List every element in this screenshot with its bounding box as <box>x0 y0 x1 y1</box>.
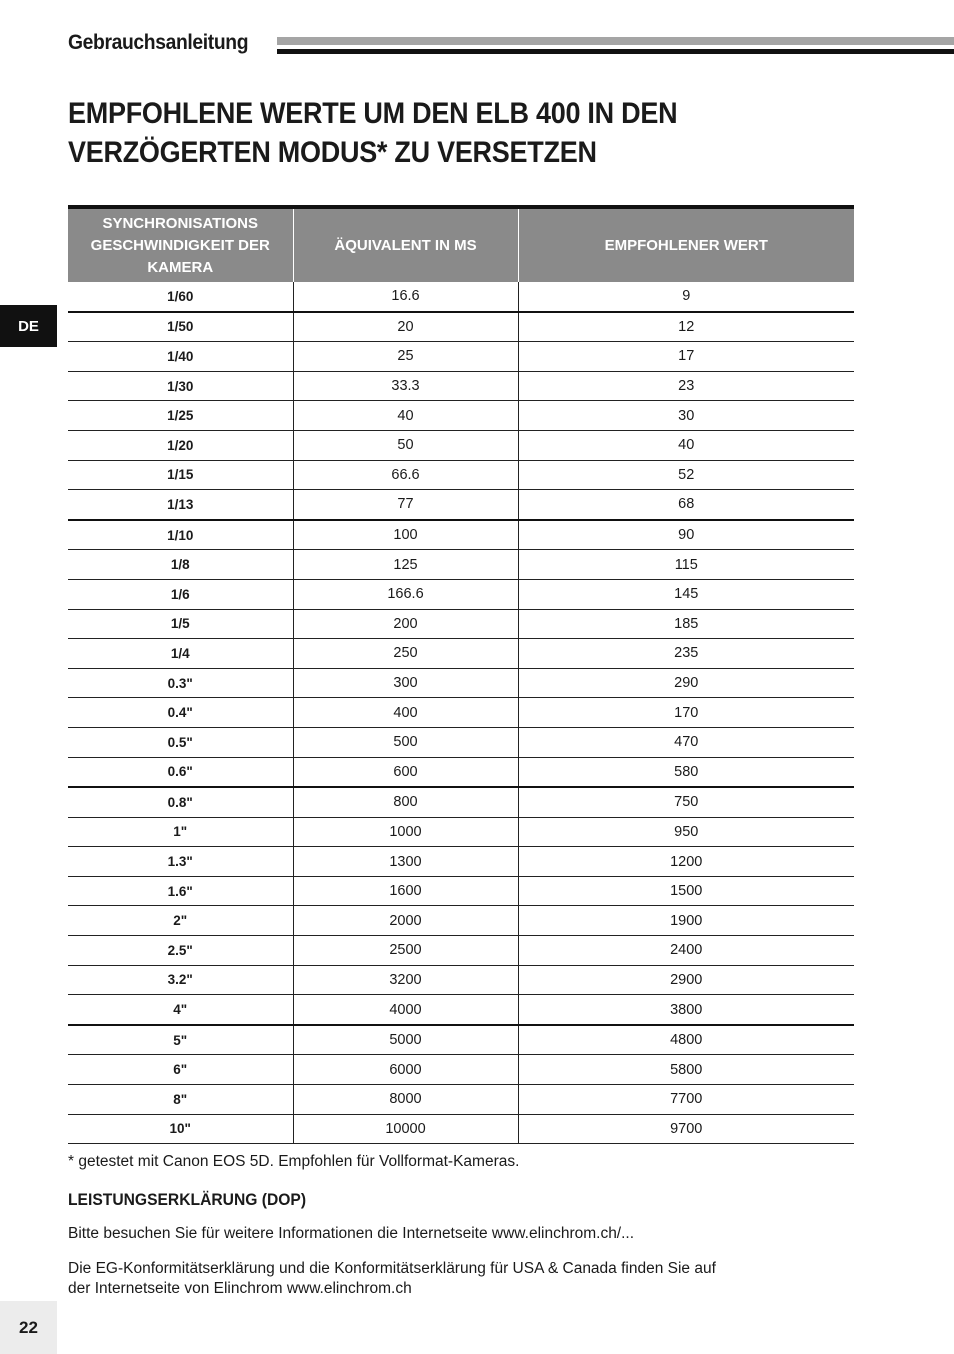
dop-paragraph-2-line-2: der Internetseite von Elinchrom www.elinchrom.ch <box>68 1280 412 1297</box>
cell-sync-speed: 1.6" <box>68 876 293 906</box>
cell-sync-speed: 1/60 <box>68 282 293 312</box>
cell-equivalent-ms: 40 <box>293 401 518 431</box>
cell-sync-speed: 1.3" <box>68 847 293 877</box>
cell-equivalent-ms: 5000 <box>293 1025 518 1055</box>
cell-sync-speed: 2.5" <box>68 936 293 966</box>
cell-recommended-value: 235 <box>518 639 854 669</box>
cell-recommended-value: 470 <box>518 727 854 757</box>
cell-sync-speed: 1/13 <box>68 490 293 520</box>
table-row <box>68 1055 854 1085</box>
table-row <box>68 876 854 906</box>
dop-heading: LEISTUNGSERKLÄRUNG (DOP) <box>68 1190 307 1209</box>
cell-equivalent-ms: 66.6 <box>293 460 518 490</box>
table-row <box>68 995 854 1025</box>
cell-sync-speed: 1/10 <box>68 520 293 550</box>
table-row <box>68 639 854 669</box>
cell-equivalent-ms: 6000 <box>293 1055 518 1085</box>
cell-recommended-value: 5800 <box>518 1055 854 1085</box>
cell-recommended-value: 52 <box>518 460 854 490</box>
cell-sync-speed: 0.5" <box>68 727 293 757</box>
table-row <box>68 490 854 520</box>
dop-paragraph-2 <box>68 1259 788 1299</box>
cell-sync-speed: 1/8 <box>68 550 293 580</box>
dop-paragraph-1: Bitte besuchen Sie für weitere Informationen die Internetseite www.elinchrom.ch/... <box>68 1225 635 1242</box>
cell-recommended-value: 950 <box>518 817 854 847</box>
cell-equivalent-ms: 4000 <box>293 995 518 1025</box>
cell-equivalent-ms: 20 <box>293 312 518 342</box>
cell-recommended-value: 90 <box>518 520 854 550</box>
cell-sync-speed: 1/40 <box>68 342 293 372</box>
cell-equivalent-ms: 3200 <box>293 965 518 995</box>
table-row <box>68 727 854 757</box>
cell-recommended-value: 750 <box>518 787 854 817</box>
table-row <box>68 520 854 550</box>
cell-sync-speed: 1" <box>68 817 293 847</box>
cell-equivalent-ms: 200 <box>293 609 518 639</box>
cell-equivalent-ms: 16.6 <box>293 282 518 312</box>
cell-recommended-value: 145 <box>518 579 854 609</box>
cell-recommended-value: 290 <box>518 668 854 698</box>
cell-recommended-value: 17 <box>518 342 854 372</box>
cell-recommended-value: 40 <box>518 430 854 460</box>
recommended-values-table <box>68 205 854 1144</box>
cell-sync-speed: 1/15 <box>68 460 293 490</box>
cell-sync-speed: 10" <box>68 1114 293 1144</box>
cell-recommended-value: 30 <box>518 401 854 431</box>
cell-recommended-value: 9 <box>518 282 854 312</box>
page-title <box>68 94 888 172</box>
table-row <box>68 668 854 698</box>
table-row <box>68 609 854 639</box>
cell-sync-speed: 0.3" <box>68 668 293 698</box>
table-row <box>68 698 854 728</box>
footnote: * getestet mit Canon EOS 5D. Empfohlen für Vollformat-Kameras. <box>68 1153 520 1170</box>
cell-equivalent-ms: 300 <box>293 668 518 698</box>
table-row <box>68 757 854 787</box>
page-title-line-2: VERZÖGERTEN MODUS* ZU VERSETZEN <box>68 136 597 169</box>
cell-equivalent-ms: 600 <box>293 757 518 787</box>
table-row <box>68 430 854 460</box>
cell-equivalent-ms: 25 <box>293 342 518 372</box>
cell-recommended-value: 7700 <box>518 1085 854 1115</box>
cell-recommended-value: 2400 <box>518 936 854 966</box>
cell-equivalent-ms: 166.6 <box>293 579 518 609</box>
cell-equivalent-ms: 33.3 <box>293 371 518 401</box>
cell-equivalent-ms: 1300 <box>293 847 518 877</box>
language-tab: DE <box>0 305 57 347</box>
cell-recommended-value: 4800 <box>518 1025 854 1055</box>
header-rule-black <box>277 49 954 54</box>
cell-equivalent-ms: 100 <box>293 520 518 550</box>
header-rule-gray <box>277 37 954 45</box>
cell-recommended-value: 1500 <box>518 876 854 906</box>
table-row <box>68 817 854 847</box>
cell-equivalent-ms: 250 <box>293 639 518 669</box>
cell-sync-speed: 0.8" <box>68 787 293 817</box>
section-header-label: Gebrauchsanleitung <box>68 31 249 54</box>
cell-recommended-value: 115 <box>518 550 854 580</box>
cell-sync-speed: 1/30 <box>68 371 293 401</box>
cell-sync-speed: 8" <box>68 1085 293 1115</box>
cell-equivalent-ms: 1000 <box>293 817 518 847</box>
cell-sync-speed: 5" <box>68 1025 293 1055</box>
page-title-line-1: EMPFOHLENE WERTE UM DEN ELB 400 IN DEN <box>68 97 678 130</box>
cell-equivalent-ms: 50 <box>293 430 518 460</box>
table-row <box>68 282 854 312</box>
table-row <box>68 550 854 580</box>
cell-sync-speed: 3.2" <box>68 965 293 995</box>
table-row <box>68 787 854 817</box>
table-row <box>68 847 854 877</box>
table-row <box>68 1025 854 1055</box>
table-body <box>68 282 854 1144</box>
cell-sync-speed: 1/25 <box>68 401 293 431</box>
header-sync-speed: SYNCHRONISATIONS GESCHWINDIGKEIT DER KAMERA <box>68 207 293 282</box>
cell-sync-speed: 0.6" <box>68 757 293 787</box>
header-recommended-value: EMPFOHLENER WERT <box>518 207 854 282</box>
cell-equivalent-ms: 400 <box>293 698 518 728</box>
cell-sync-speed: 1/6 <box>68 579 293 609</box>
table-row <box>68 906 854 936</box>
cell-equivalent-ms: 2500 <box>293 936 518 966</box>
dop-paragraph-2-line-1: Die EG-Konformitätserklärung und die Konformitätserklärung für USA & Canada finden Sie auf <box>68 1260 716 1277</box>
cell-sync-speed: 0.4" <box>68 698 293 728</box>
header-equivalent-ms: ÄQUIVALENT IN MS <box>293 207 518 282</box>
cell-sync-speed: 1/5 <box>68 609 293 639</box>
cell-equivalent-ms: 800 <box>293 787 518 817</box>
cell-recommended-value: 9700 <box>518 1114 854 1144</box>
table-row <box>68 342 854 372</box>
cell-sync-speed: 2" <box>68 906 293 936</box>
cell-sync-speed: 1/50 <box>68 312 293 342</box>
cell-recommended-value: 3800 <box>518 995 854 1025</box>
cell-recommended-value: 68 <box>518 490 854 520</box>
table-header-row <box>68 207 854 282</box>
table-row <box>68 401 854 431</box>
table-row <box>68 936 854 966</box>
table-row <box>68 1114 854 1144</box>
cell-recommended-value: 1900 <box>518 906 854 936</box>
cell-equivalent-ms: 125 <box>293 550 518 580</box>
cell-recommended-value: 580 <box>518 757 854 787</box>
cell-sync-speed: 1/4 <box>68 639 293 669</box>
cell-equivalent-ms: 2000 <box>293 906 518 936</box>
cell-recommended-value: 185 <box>518 609 854 639</box>
table-row <box>68 1085 854 1115</box>
cell-recommended-value: 2900 <box>518 965 854 995</box>
table-row <box>68 579 854 609</box>
cell-recommended-value: 1200 <box>518 847 854 877</box>
cell-sync-speed: 6" <box>68 1055 293 1085</box>
cell-equivalent-ms: 10000 <box>293 1114 518 1144</box>
page-number: 22 <box>0 1301 57 1354</box>
cell-sync-speed: 4" <box>68 995 293 1025</box>
cell-equivalent-ms: 1600 <box>293 876 518 906</box>
table-row <box>68 460 854 490</box>
table-row <box>68 371 854 401</box>
cell-recommended-value: 170 <box>518 698 854 728</box>
cell-equivalent-ms: 77 <box>293 490 518 520</box>
cell-equivalent-ms: 8000 <box>293 1085 518 1115</box>
cell-sync-speed: 1/20 <box>68 430 293 460</box>
table-row <box>68 312 854 342</box>
table-row <box>68 965 854 995</box>
cell-equivalent-ms: 500 <box>293 727 518 757</box>
cell-recommended-value: 23 <box>518 371 854 401</box>
cell-recommended-value: 12 <box>518 312 854 342</box>
